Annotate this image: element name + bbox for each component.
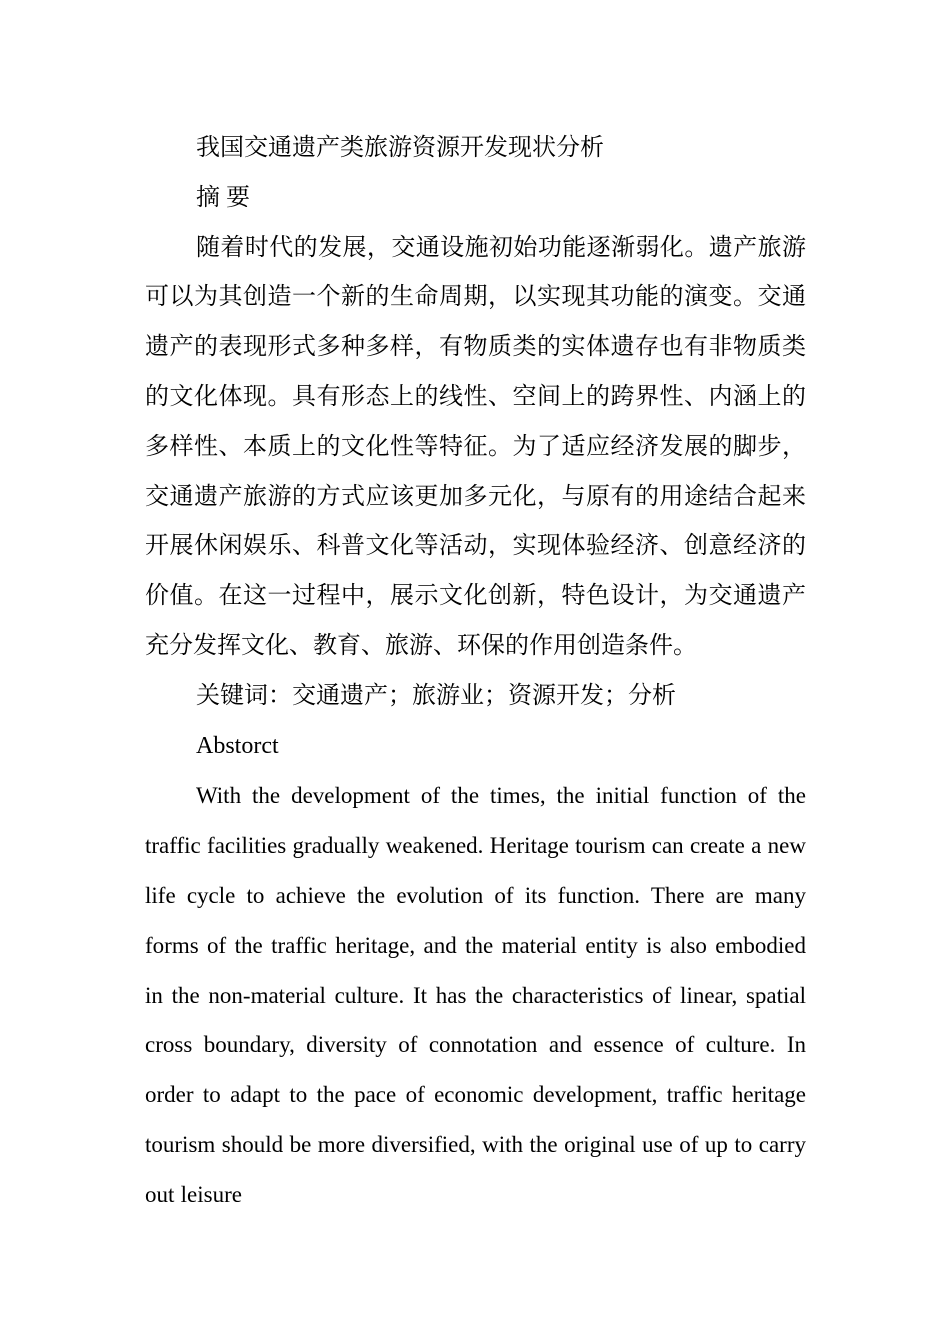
- abstract-chinese: 随着时代的发展，交通设施初始功能逐渐弱化。遗产旅游可以为其创造一个新的生命周期，以实现其功能的演变。交通遗产的表现形式多种多样，有物质类的实体遗存也有非物质类的文化体现。具有形态上的线性、空间上的跨界性、内涵上的多样性、本质上的文化性等特征。为了适应经济发展的脚步，交通遗产旅游的方式应该更加多元化，与原有的用途结合起来开展休闲娱乐、科普文化等活动，实现体验经济、创意经济的价值。在这一过程中，展示文化创新，特色设计，为交通遗产充分发挥文化、教育、旅游、环保的作用创造条件。: [145, 234, 806, 659]
- abstract-english-heading: Abstorct: [196, 732, 279, 759]
- document-page: [145, 124, 806, 1220]
- keywords: 关键词：交通遗产；旅游业；资源开发；分析: [196, 682, 676, 709]
- abstract-heading: 摘 要: [196, 184, 250, 211]
- abstract-english: With the development of the times, the initial function of the traffic facilities gradually weakened. Heritage tourism can create a new life cycle to achieve the evolution of its function. There are many forms of the traffic heritage, and the material entity is also embodied in the non-material culture. It has the characteristics of linear, spatial cross boundary, diversity of connotation and essence of culture. In order to adapt to the pace of economic development, traffic heritage tourism should be more diversified, with the original use of up to carry out leisure: [145, 783, 806, 1207]
- document-title: 我国交通遗产类旅游资源开发现状分析: [196, 135, 604, 161]
